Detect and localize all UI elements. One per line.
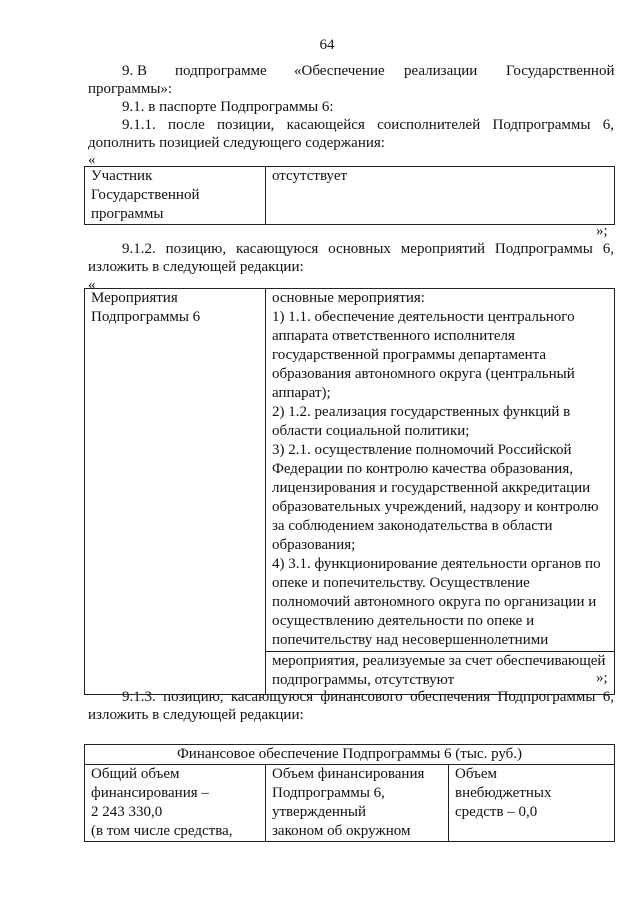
activities-main-cell: [266, 289, 615, 652]
activities-line: лицензирования и государственной аккредитации: [272, 480, 591, 496]
activities-label-line: Мероприятия: [91, 290, 178, 306]
financing-header-cell: [85, 745, 615, 765]
activities-line: образования;: [272, 537, 356, 553]
section-9-start: 9. В: [122, 63, 148, 79]
table-row: [85, 167, 615, 225]
financing-table: [84, 744, 615, 842]
section-9-word-3: «Обеспечение: [294, 63, 385, 79]
item-9-1: 9.1. в паспорте Подпрограммы 6:: [122, 99, 334, 115]
activities-line: аппарат);: [272, 385, 331, 401]
table-row: [85, 765, 615, 842]
item-9-1-3-line-2: изложить в следующей редакции:: [88, 707, 304, 723]
financing-subprogram-cell: [266, 765, 449, 842]
page-number: 64: [319, 37, 335, 53]
financing-total-line: финансирования –: [91, 785, 209, 801]
section-9-line-2: программы»:: [88, 81, 173, 97]
activities-line: образования автономного округа (центральный: [272, 366, 575, 382]
activities-line: 4) 3.1. функционирование деятельности органов по: [272, 556, 601, 572]
activities-line: государственной программы департамента: [272, 347, 547, 363]
item-9-1-1-line-1: 9.1.1. после позиции, касающейся соисполнителей Подпрограммы 6,: [122, 117, 614, 133]
section-9-word-2: подпрограмме: [175, 63, 267, 79]
activities-line: 1) 1.1. обеспечение деятельности центрального: [272, 309, 575, 325]
participant-table: [84, 166, 615, 225]
table-row: [85, 289, 615, 652]
item-9-1-1-line-2: дополнить позицией следующего содержания:: [88, 135, 385, 151]
financing-total-line: (в том числе средства,: [91, 823, 233, 839]
participant-label-line: программы: [91, 206, 164, 222]
activities-line: 3) 2.1. осуществление полномочий Российской: [272, 442, 572, 458]
activities-line: области социальной политики;: [272, 423, 470, 439]
activities-support-line: мероприятия, реализуемые за счет обеспечивающей: [272, 653, 606, 669]
financing-subprogram-line: законом об окружном: [272, 823, 411, 839]
activities-line: опеке и попечительству. Осуществление: [272, 575, 530, 591]
activities-line: основные мероприятия:: [272, 290, 425, 306]
open-quote-2: «: [88, 277, 96, 293]
activities-line: 2) 1.2. реализация государственных функций в: [272, 404, 571, 420]
financing-subprogram-line: Подпрограммы 6,: [272, 785, 385, 801]
activities-line: попечительству над несовершеннолетними: [272, 632, 549, 648]
participant-value-cell: [266, 167, 615, 225]
activities-table: [84, 288, 615, 695]
financing-subprogram-line: Объем финансирования: [272, 766, 425, 782]
participant-value: отсутствует: [272, 168, 348, 184]
financing-total-cell: [85, 765, 266, 842]
section-9-word-4: реализации: [404, 63, 478, 79]
financing-extrabudget-line: внебюджетных: [455, 785, 552, 801]
financing-header: Финансовое обеспечение Подпрограммы 6 (тыс. руб.): [176, 746, 523, 762]
close-quote-2: »;: [596, 670, 608, 686]
activities-line: за соблюдением законодательства в области: [272, 518, 553, 534]
financing-extrabudget-line: средств – 0,0: [455, 804, 538, 820]
item-9-1-2-line-2: изложить в следующей редакции:: [88, 259, 304, 275]
activities-line: осуществлению деятельности по опеке и: [272, 613, 535, 629]
financing-total-line: Общий объем: [91, 766, 180, 782]
financing-extrabudget-cell: [449, 765, 615, 842]
item-9-1-3-line-1: 9.1.3. позицию, касающуюся финансового обеспечения Подпрограммы 6,: [122, 689, 614, 705]
participant-label-line: Государственной: [91, 187, 200, 203]
activities-line: полномочий автономного округа по организации и: [272, 594, 597, 610]
section-9-word-5: Государственной: [506, 63, 615, 79]
activities-line: Федерации по контролю качества образования,: [272, 461, 573, 477]
participant-label-cell: [85, 167, 266, 225]
activities-line: аппарата ответственного исполнителя: [272, 328, 515, 344]
open-quote-1: «: [88, 152, 96, 168]
activities-label-cell: [85, 289, 266, 695]
activities-line: образовательных учреждений, надзору и контролю: [272, 499, 599, 515]
participant-label-line: Участник: [91, 168, 153, 184]
activities-label-line: Подпрограммы 6: [91, 309, 201, 325]
financing-subprogram-line: утвержденный: [272, 804, 367, 820]
financing-extrabudget-line: Объем: [455, 766, 497, 782]
table-row: [85, 745, 615, 765]
financing-total-line: 2 243 330,0: [91, 804, 163, 820]
activities-support-line: подпрограммы, отсутствуют: [272, 672, 455, 688]
item-9-1-2-line-1: 9.1.2. позицию, касающуюся основных мероприятий Подпрограммы 6,: [122, 241, 614, 257]
close-quote-1: »;: [596, 223, 608, 239]
